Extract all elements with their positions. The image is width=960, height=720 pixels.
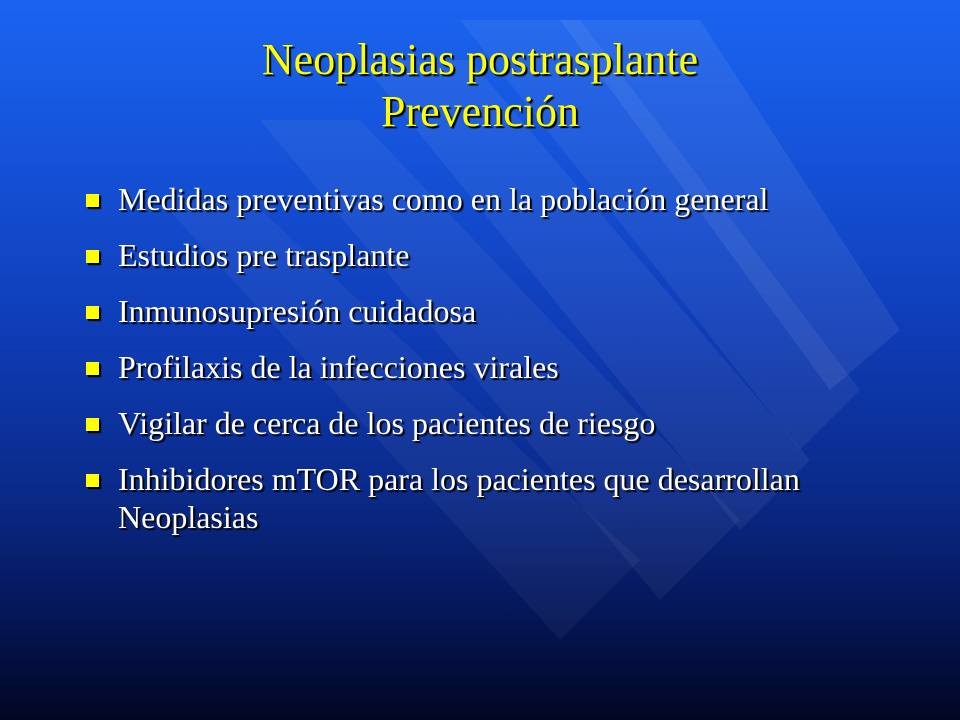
- square-bullet-icon: [86, 306, 99, 319]
- square-bullet-icon: [86, 474, 99, 487]
- bullet-list: [84, 180, 884, 554]
- square-bullet-icon: [86, 250, 99, 263]
- title-line-2: Prevención: [381, 87, 579, 136]
- bullet-item: [84, 236, 884, 274]
- bullet-text: Inhibidores mTOR para los pacientes que desarrollan Neoplasias: [118, 461, 800, 535]
- bullet-text: Profilaxis de la infecciones virales: [118, 349, 559, 385]
- square-bullet-icon: [86, 418, 99, 431]
- bullet-item: [84, 348, 884, 386]
- bullet-text: Vigilar de cerca de los pacientes de riesgo: [118, 405, 656, 441]
- title-line-1: Neoplasias postrasplante: [261, 35, 699, 84]
- bullet-text: Inmunosupresión cuidadosa: [118, 293, 477, 329]
- bullet-text: Medidas preventivas como en la población general: [118, 181, 769, 217]
- bullet-item: [84, 460, 884, 536]
- bullet-text: Estudios pre trasplante: [118, 237, 410, 273]
- bullet-item: [84, 292, 884, 330]
- square-bullet-icon: [86, 362, 99, 375]
- square-bullet-icon: [86, 194, 99, 207]
- bullet-item: [84, 404, 884, 442]
- bullet-item: [84, 180, 884, 218]
- slide-title: [0, 34, 960, 138]
